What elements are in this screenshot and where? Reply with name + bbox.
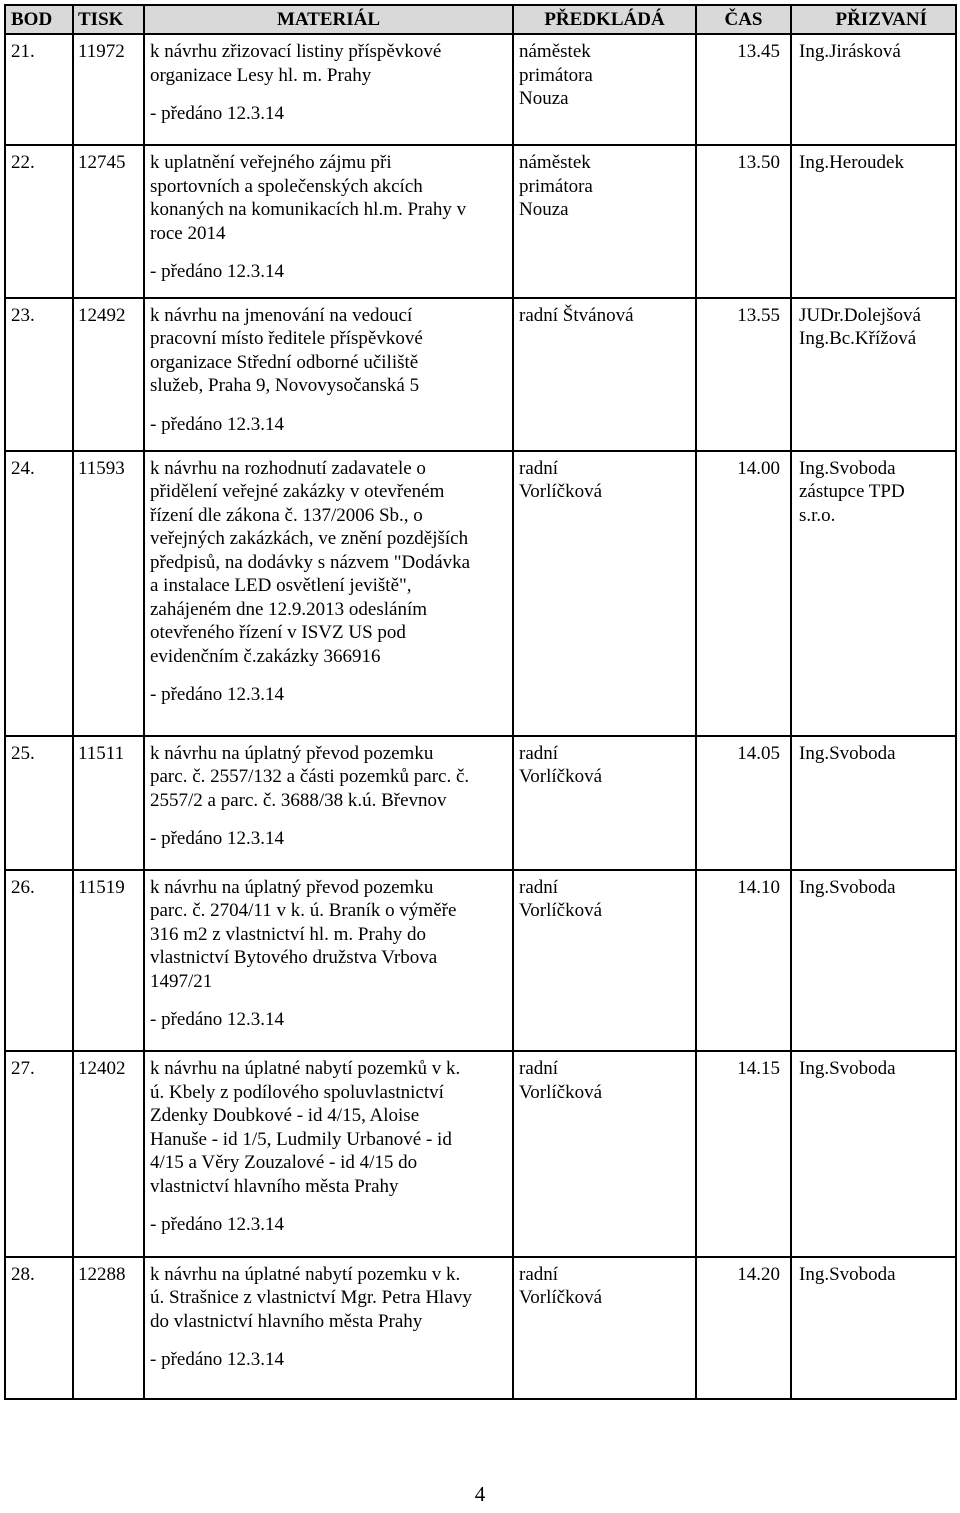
predklada-cell (513, 451, 696, 736)
predklada-line: náměstek (519, 41, 591, 62)
predklada-cell (513, 870, 696, 1051)
agenda-row (5, 1257, 956, 1399)
material-cell (144, 1257, 513, 1399)
material-line: ú. Strašnice z vlastnictví Mgr. Petra Hlavy (150, 1287, 472, 1309)
header-row (5, 5, 956, 34)
material-line: k návrhu zřizovací listiny příspěvkové (150, 41, 442, 62)
material-line: konaných na komunikacích hl.m. Prahy v (150, 199, 467, 221)
predklada-cell (513, 298, 696, 451)
agenda-table (4, 4, 957, 1400)
material-line: sportovních a společenských akcích (150, 175, 423, 197)
predklada-line: radní (519, 1263, 559, 1285)
agenda-row (5, 34, 956, 145)
predklada-line: náměstek (519, 152, 591, 174)
predklada-line: radní (519, 457, 559, 479)
tisk-cell: 11972 (73, 34, 144, 145)
material-line: předpisů, na dodávky s názvem "Dodávka (150, 551, 471, 573)
header-material: MATERIÁL (144, 5, 513, 34)
bod-cell: 28. (5, 1257, 73, 1399)
handed-over-note: - předáno 12.3.14 (150, 103, 285, 124)
bod-cell: 22. (5, 145, 73, 297)
bod-cell: 25. (5, 736, 73, 870)
material-line: k návrhu na úplatné nabytí pozemku v k. (150, 1263, 461, 1285)
tisk-cell: 12492 (73, 298, 144, 451)
agenda-row (5, 451, 956, 736)
material-line: služeb, Praha 9, Novovysočanská 5 (150, 375, 420, 397)
material-line: Hanuše - id 1/5, Ludmily Urbanové - id (150, 1128, 452, 1150)
predklada-line: Nouza (519, 199, 569, 221)
material-line: 1497/21 (150, 970, 213, 992)
prizvani-cell (791, 870, 956, 1051)
tisk-cell: 11593 (73, 451, 144, 736)
material-line: k návrhu na úplatné nabytí pozemků v k. (150, 1058, 461, 1080)
predklada-line: Nouza (519, 88, 569, 109)
material-line: k návrhu na úplatný převod pozemku (150, 876, 434, 898)
handed-over-note: - předáno 12.3.14 (150, 828, 285, 850)
header-predklada: PŘEDKLÁDÁ (513, 5, 696, 34)
material-cell (144, 145, 513, 297)
table-header (5, 5, 956, 34)
predklada-line: Vorlíčková (519, 481, 603, 503)
predklada-cell (513, 736, 696, 870)
table-body (5, 34, 956, 1399)
tisk-cell: 12745 (73, 145, 144, 297)
cas-cell: 14.10 (696, 870, 791, 1051)
handed-over-note: - předáno 12.3.14 (150, 1009, 285, 1031)
predklada-line: Vorlíčková (519, 900, 603, 922)
material-line: 4/15 a Věry Zouzalové - id 4/15 do (150, 1152, 418, 1174)
material-line: parc. č. 2557/132 a části pozemků parc. č. (150, 766, 470, 788)
agenda-row (5, 870, 956, 1051)
bod-cell: 26. (5, 870, 73, 1051)
prizvani-line: Ing.Jirásková (799, 41, 901, 62)
cas-cell: 13.50 (696, 145, 791, 297)
material-line: přidělení veřejné zakázky v otevřeném (150, 481, 445, 503)
material-line: Zdenky Doubkové - id 4/15, Aloise (150, 1105, 420, 1127)
material-line: řízení dle zákona č. 137/2006 Sb., o (150, 504, 423, 526)
predklada-line: radní (519, 876, 559, 898)
cas-cell: 14.05 (696, 736, 791, 870)
handed-over-note: - předáno 12.3.14 (150, 1214, 285, 1236)
material-line: vlastnictví hlavního města Prahy (150, 1175, 399, 1197)
cas-cell: 14.20 (696, 1257, 791, 1399)
predklada-cell (513, 34, 696, 145)
prizvani-line: Ing.Bc.Křížová (799, 328, 917, 350)
material-cell (144, 736, 513, 870)
prizvani-cell (791, 1257, 956, 1399)
cas-cell: 13.45 (696, 34, 791, 145)
predklada-cell (513, 1257, 696, 1399)
page-number: 4 (474, 1482, 486, 1506)
prizvani-line: Ing.Svoboda (799, 457, 896, 479)
material-cell (144, 451, 513, 736)
predklada-line: Vorlíčková (519, 1287, 603, 1309)
header-cas: ČAS (696, 5, 791, 34)
predklada-line: Vorlíčková (519, 766, 603, 788)
bod-cell: 23. (5, 298, 73, 451)
prizvani-line: JUDr.Dolejšová (799, 304, 921, 326)
predklada-line: radní (519, 1058, 559, 1080)
material-line: k návrhu na rozhodnutí zadavatele o (150, 457, 426, 479)
material-line: vlastnictví Bytového družstva Vrbova (150, 947, 438, 969)
material-line: k uplatnění veřejného zájmu při (150, 152, 392, 174)
handed-over-note: - předáno 12.3.14 (150, 1349, 285, 1371)
prizvani-cell (791, 145, 956, 297)
agenda-row (5, 1051, 956, 1256)
prizvani-line: zástupce TPD (799, 481, 905, 503)
prizvani-line: Ing.Svoboda (799, 876, 896, 898)
material-line: organizace Lesy hl. m. Prahy (150, 64, 372, 86)
bod-cell: 27. (5, 1051, 73, 1256)
material-line: evidenčním č.zakázky 366916 (150, 645, 381, 667)
prizvani-cell (791, 736, 956, 870)
header-bod: BOD (5, 5, 73, 34)
material-line: organizace Střední odborné učiliště (150, 351, 419, 373)
material-line: zahájeném dne 12.9.2013 odesláním (150, 598, 428, 620)
prizvani-cell (791, 451, 956, 736)
material-cell (144, 870, 513, 1051)
material-line: ú. Kbely z podílového spoluvlastnictví (150, 1081, 444, 1103)
handed-over-note: - předáno 12.3.14 (150, 261, 285, 283)
material-line: do vlastnictví hlavního města Prahy (150, 1310, 423, 1332)
material-line: k návrhu na jmenování na vedoucí (150, 304, 413, 326)
prizvani-line: Ing.Svoboda (799, 1263, 896, 1285)
predklada-line: Vorlíčková (519, 1081, 603, 1103)
agenda-row (5, 298, 956, 451)
tisk-cell: 11519 (73, 870, 144, 1051)
material-cell (144, 298, 513, 451)
material-cell (144, 1051, 513, 1256)
material-line: otevřeného řízení v ISVZ US pod (150, 622, 406, 644)
prizvani-cell (791, 298, 956, 451)
material-line: k návrhu na úplatný převod pozemku (150, 742, 434, 764)
tisk-cell: 12288 (73, 1257, 144, 1399)
header-prizvani: PŘIZVANÍ (791, 5, 956, 34)
material-line: parc. č. 2704/11 v k. ú. Braník o výměře (150, 900, 457, 922)
tisk-cell: 11511 (73, 736, 144, 870)
material-line: 2557/2 a parc. č. 3688/38 k.ú. Břevnov (150, 789, 447, 811)
prizvani-line: Ing.Heroudek (799, 152, 904, 174)
tisk-cell: 12402 (73, 1051, 144, 1256)
prizvani-cell (791, 34, 956, 145)
bod-cell: 24. (5, 451, 73, 736)
handed-over-note: - předáno 12.3.14 (150, 684, 285, 706)
cas-cell: 14.00 (696, 451, 791, 736)
prizvani-line: Ing.Svoboda (799, 1058, 896, 1080)
material-line: veřejných zakázkách, ve znění pozdějších (150, 528, 469, 550)
predklada-cell (513, 145, 696, 297)
handed-over-note: - předáno 12.3.14 (150, 413, 285, 435)
header-tisk: TISK (73, 5, 144, 34)
predklada-line: radní (519, 742, 559, 764)
cas-cell: 14.15 (696, 1051, 791, 1256)
material-line: a instalace LED osvětlení jeviště", (150, 575, 412, 597)
agenda-row (5, 736, 956, 870)
material-line: pracovní místo ředitele příspěvkové (150, 328, 423, 350)
predklada-line: primátora (519, 175, 593, 197)
predklada-line: primátora (519, 64, 593, 86)
cas-cell: 13.55 (696, 298, 791, 451)
material-line: roce 2014 (150, 222, 226, 244)
agenda-row (5, 145, 956, 297)
material-cell (144, 34, 513, 145)
prizvani-line: s.r.o. (799, 504, 836, 526)
predklada-cell (513, 1051, 696, 1256)
bod-cell: 21. (5, 34, 73, 145)
prizvani-cell (791, 1051, 956, 1256)
prizvani-line: Ing.Svoboda (799, 742, 896, 764)
material-line: 316 m2 z vlastnictví hl. m. Prahy do (150, 923, 427, 945)
predklada-line: radní Štvánová (519, 304, 634, 326)
